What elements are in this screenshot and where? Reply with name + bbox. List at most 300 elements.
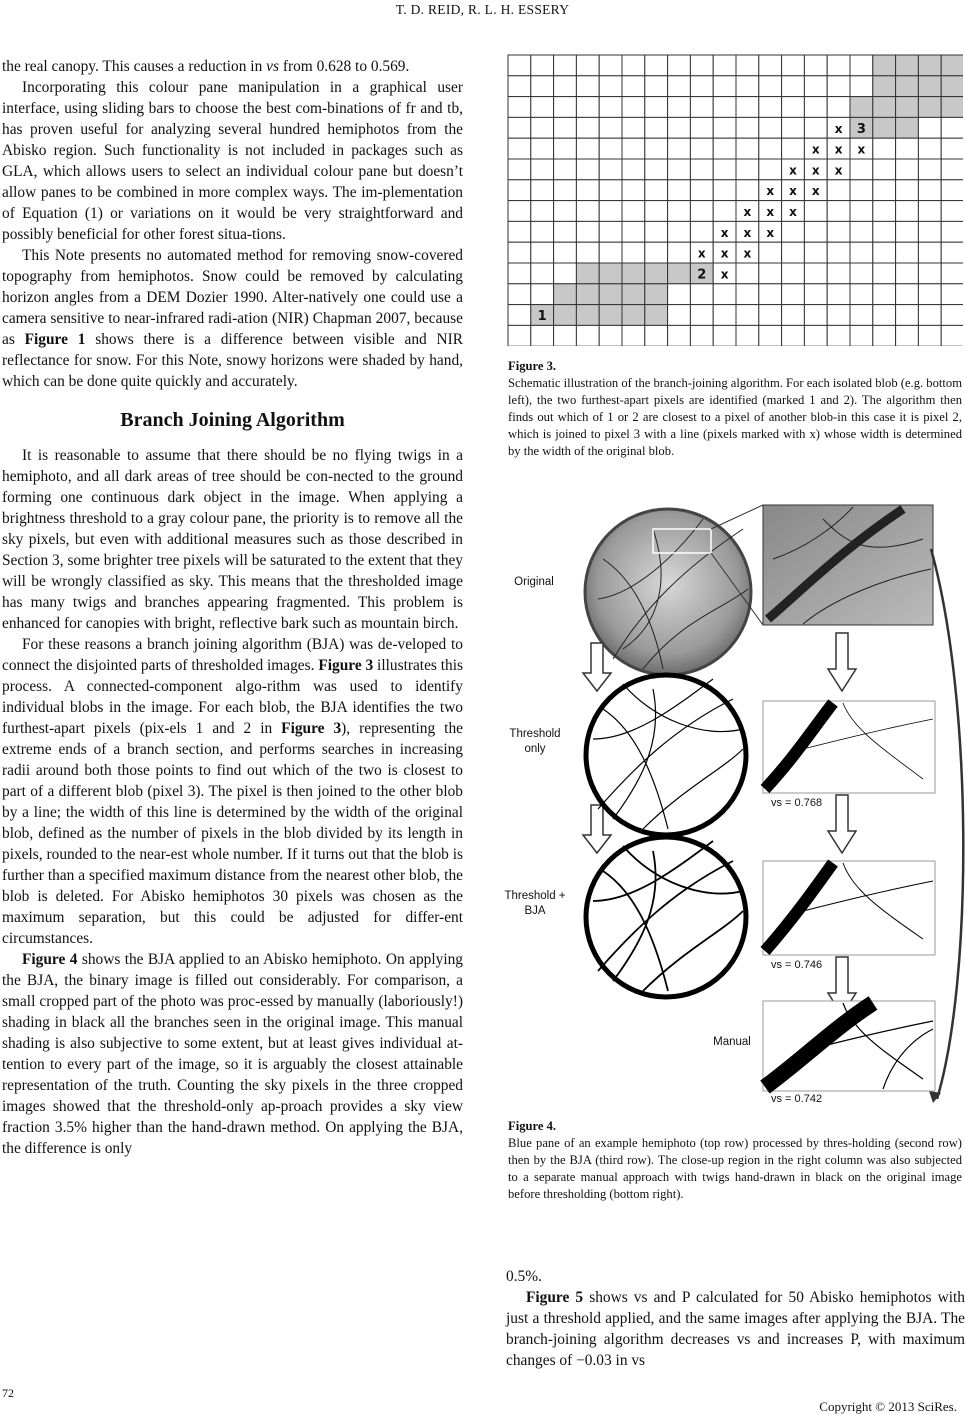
grid-cell [531,76,554,97]
grid-cell [508,221,531,242]
grid-cell [782,76,805,97]
joining-pixel-mark: x [720,225,729,240]
joining-pixel-mark: x [789,184,797,199]
grid-cell [622,201,645,222]
figure-4-graphic [503,499,965,1111]
grid-cell [896,97,919,118]
grid-cell [713,138,736,159]
grid-cell [690,180,713,201]
grid-cell [576,97,599,118]
grid-cell [576,242,599,263]
grid-cell [599,76,622,97]
grid-cell [554,221,577,242]
grid-cell [896,180,919,201]
grid-cell [576,221,599,242]
grid-cell [508,138,531,159]
joining-pixel-mark: x [743,205,752,219]
figure-3-text: Schematic illustration of the branch-joining algorithm. For each isolated blob (e.g. bottom left), the two furthest-apart pixels are identified (marked 1 and 2). The algorithm then finds out which of 1 or 2 are closest to a pixel of another blob-in this case it is pixel 2, which is joined to pixel 3 with a line (pixels marked with x) whose width is determined by the width of the original blob. [508,376,962,458]
vs-manual: vs = 0.742 [771,1093,823,1105]
grid-cell [827,305,850,326]
joining-pixel-mark: x [834,163,843,178]
grid-cell [873,201,896,222]
grid-cell [827,55,850,76]
grid-cell [759,305,782,326]
grid-cell [736,180,759,201]
grid-cell [599,180,622,201]
grid-cell [599,117,622,138]
grid-cell [645,284,668,305]
joining-pixel-mark: x [811,163,820,178]
grid-cell [508,325,531,346]
grid-cell [782,138,805,159]
grid-cell [804,76,827,97]
joining-pixel-mark: x [789,205,797,219]
grid-cell [645,117,668,138]
grid-cell [713,76,736,97]
grid-cell [736,305,759,326]
joining-pixel-mark: x [834,142,843,157]
grid-cell [622,55,645,76]
grid-cell [690,55,713,76]
grid-cell [896,55,919,76]
grid-cell [554,97,577,118]
grid-cell [736,117,759,138]
grid-cell [873,263,896,284]
grid-cell [736,76,759,97]
grid-cell [759,55,782,76]
grid-cell [713,201,736,222]
grid-cell [759,97,782,118]
joining-pixel-mark: x [720,246,729,261]
grid-cell [645,325,668,346]
grid-cell [896,138,919,159]
left-column [2,56,463,1159]
grid-cell [850,242,873,263]
grid-cell [508,180,531,201]
grid-cell [804,263,827,284]
grid-cell [645,242,668,263]
grid-cell [736,159,759,180]
grid-cell [896,284,919,305]
grid-cell [622,221,645,242]
grid-cell [645,221,668,242]
grid-cell [531,263,554,284]
grid-cell [622,284,645,305]
grid-cell [918,55,941,76]
grid-cell [941,242,963,263]
pixel-label-3: 3 [856,121,866,137]
grid-cell [918,201,941,222]
grid-cell [622,159,645,180]
grid-cell [622,305,645,326]
figure-3-ref[interactable]: Figure 3 [318,657,374,674]
grid-cell [782,263,805,284]
paragraph-fig4: Figure 4 shows the BJA applied to an Abisko hemiphoto. On applying the BJA, the binary image is filled out considerably. For comparison, a small cropped part of the photo was proc-essed by manually (laboriously!) shading in black all the branches seen in the original image. This manual shading is also subjective to some extent, but at least gives individual at-tention to every part of the image, so it is arguably the closest attainable representation of the truth. Counting the sky pixels in the three cropped images showed that the threshold-only ap-proach provides a sky view fraction 3.5% higher than the hand-drawn method. On applying the BJA, the difference is only [2,951,464,1157]
original-crop [763,505,933,625]
grid-cell [531,325,554,346]
grid-cell [713,159,736,180]
grid-cell [827,201,850,222]
grid-cell [918,305,941,326]
grid-cell [896,325,919,346]
grid-cell [941,263,963,284]
grid-cell [622,180,645,201]
grid-cell [736,325,759,346]
grid-cell [713,284,736,305]
grid-cell [759,242,782,263]
figure-4-ref[interactable]: Figure 4 [22,951,78,968]
grid-cell [554,159,577,180]
joining-pixel-mark: x [811,142,820,157]
grid-cell [508,284,531,305]
grid-cell [622,97,645,118]
joining-pixel-mark: x [766,184,775,199]
grid-cell [759,284,782,305]
grid-cell [713,325,736,346]
label-threshold-bja: Threshold + BJA [504,890,566,917]
grid-cell [531,201,554,222]
grid-cell [827,180,850,201]
grid-cell [918,159,941,180]
grid-cell [576,325,599,346]
grid-cell [554,138,577,159]
grid-cell [508,117,531,138]
grid-cell [736,138,759,159]
grid-cell [576,263,599,284]
joining-pixel-mark: x [811,184,820,199]
grid-cell [622,263,645,284]
grid-cell [850,263,873,284]
figure-3-caption [508,358,962,460]
grid-cell [554,201,577,222]
grid-cell [599,201,622,222]
grid-cell [759,263,782,284]
grid-cell [668,138,691,159]
grid-cell [827,263,850,284]
grid-cell [873,242,896,263]
joining-pixel-mark: x [834,121,843,136]
figure-4-title: Figure 4. [508,1119,557,1133]
grid-cell [599,97,622,118]
grid-cell [804,55,827,76]
joining-pixel-mark: x [789,163,797,178]
grid-cell [554,284,577,305]
grid-cell [896,76,919,97]
grid-cell [896,117,919,138]
grid-cell [918,138,941,159]
grid-cell [782,242,805,263]
grid-cell [531,138,554,159]
grid-cell [873,138,896,159]
grid-cell [554,180,577,201]
grid-cell [554,117,577,138]
grid-cell [941,305,963,326]
pixel-label-2: 2 [697,267,707,283]
grid-cell [531,97,554,118]
paragraph-bja: For these reasons a branch joining algorithm (BJA) was de-veloped to connect the disjointed parts of thresholded images. Figure 3 illustrates this process. A connected-component algo-rithm was used to identify individual blobs in the image. For each blob, the BJA identifies the two furthest-apart pixels (pix-els 1 and 2 in Figure 3), representing the extreme ends of a branch section, and performs searches in increasing radii around both those points to find out which of the two is closest to part of a different blob (pixel 3). The pixel is then joined to the other blob by a line; the width of this line is determined by the width of the original blob, defined as the number of pixels in the blob divided by its length in pixels, rounded to the near-est whole number. If it turns out that the blob is further than a specified maximum distance from the nearest other blob, the blob is deleted. For Abisko hemiphotos 30 pixels was chosen as the maximum separation, but this could be adjusted for differ-ent circumstances. [2,636,463,947]
grid-cell [554,55,577,76]
grid-cell [599,305,622,326]
grid-cell [668,159,691,180]
grid-cell [531,117,554,138]
joining-pixel-mark: x [743,225,752,240]
grid-cell [622,242,645,263]
grid-cell [941,284,963,305]
figure-3-ref-2[interactable]: Figure 3 [281,720,342,737]
figure-4-caption [508,1118,962,1203]
paragraph-continuation: the real canopy. This causes a reduction in vs from 0.628 to 0.569. [2,58,410,75]
grid-cell [645,97,668,118]
grid-cell [576,76,599,97]
page-number: 72 [2,1386,14,1400]
grid-cell [668,325,691,346]
grid-cell [554,263,577,284]
grid-cell [896,221,919,242]
grid-cell [645,180,668,201]
grid-cell [531,180,554,201]
grid-cell [759,325,782,346]
grid-cell [827,242,850,263]
grid-cell [873,221,896,242]
figure-1-ref[interactable]: Figure 1 [24,331,86,348]
grid-cell [713,117,736,138]
grid-cell [918,221,941,242]
grid-cell [804,97,827,118]
grid-cell [782,305,805,326]
grid-cell [941,138,963,159]
grid-cell [668,284,691,305]
grid-cell [508,159,531,180]
grid-cell [918,263,941,284]
grid-cell [941,97,963,118]
grid-cell [850,284,873,305]
grid-cell [827,97,850,118]
joining-pixel-mark: x [857,142,866,157]
grid-cell [668,221,691,242]
grid-cell [599,138,622,159]
grid-cell [576,55,599,76]
right-column-text [506,1266,965,1371]
grid-cell [531,284,554,305]
copyright: Copyright © 2013 SciRes. [819,1399,957,1414]
grid-cell [531,242,554,263]
label-original: Original [514,576,554,588]
grid-cell [690,325,713,346]
grid-cell [622,117,645,138]
bja-hemiphoto [586,837,746,997]
grid-cell [668,55,691,76]
grid-cell [736,97,759,118]
grid-cell [576,284,599,305]
grid-cell [850,305,873,326]
grid-cell [782,284,805,305]
grid-cell [645,76,668,97]
grid-cell [804,221,827,242]
grid-cell [668,97,691,118]
grid-cell [827,325,850,346]
grid-cell [804,284,827,305]
grid-cell [850,325,873,346]
grid-cell [576,138,599,159]
grid-cell [850,97,873,118]
joining-pixel-mark: x [766,205,775,219]
grid-cell [576,305,599,326]
grid-cell [941,180,963,201]
grid-cell [690,221,713,242]
grid-cell [850,76,873,97]
grid-cell [782,117,805,138]
grid-cell [850,180,873,201]
running-header: T. D. REID, R. L. H. ESSERY [395,2,570,17]
grid-cell [896,201,919,222]
grid-cell [668,242,691,263]
grid-cell [599,242,622,263]
figure-4-text: Blue pane of an example hemiphoto (top row) processed by thres-holding (second row) then by the BJA (third row). The close-up region in the right column was also subjected to a separate manual approach with twigs hand-drawn in black on the original image before thresholding (bottom right). [508,1136,962,1201]
grid-cell [782,55,805,76]
grid-cell [873,117,896,138]
grid-cell [554,76,577,97]
section-title: Branch Joining Algorithm [120,409,345,431]
label-manual: Manual [713,1036,751,1048]
grid-cell [531,221,554,242]
grid-cell [941,201,963,222]
grid-cell [804,201,827,222]
grid-cell [873,97,896,118]
grid-cell [782,97,805,118]
grid-cell [918,97,941,118]
grid-cell [918,325,941,346]
pixel-label-1: 1 [537,309,547,324]
grid-cell [690,201,713,222]
grid-cell [668,76,691,97]
grid-cell [668,305,691,326]
grid-cell [645,263,668,284]
grid-cell [645,159,668,180]
vs-threshold: vs = 0.768 [771,797,823,809]
grid-cell [759,76,782,97]
grid-cell [941,117,963,138]
grid-cell [690,138,713,159]
joining-pixel-mark: x [720,267,729,282]
grid-cell [918,76,941,97]
joining-pixel-mark: x [743,246,752,261]
grid-cell [873,55,896,76]
grid-cell [531,55,554,76]
grid-cell [804,117,827,138]
grid-cell [622,325,645,346]
grid-cell [873,325,896,346]
grid-cell [576,159,599,180]
grid-cell [690,117,713,138]
grid-cell [827,284,850,305]
grid-cell [713,97,736,118]
grid-cell [850,55,873,76]
figure-5-ref[interactable]: Figure 5 [526,1289,584,1306]
grid-cell [554,242,577,263]
grid-cell [804,242,827,263]
grid-cell [850,221,873,242]
grid-cell [782,325,805,346]
grid-cell [759,159,782,180]
grid-cell [827,221,850,242]
grid-cell [531,159,554,180]
grid-cell [713,305,736,326]
grid-cell [645,138,668,159]
grid-cell [645,305,668,326]
grid-cell [941,159,963,180]
grid-cell [576,201,599,222]
joining-pixel-mark: x [697,246,706,261]
grid-cell [508,305,531,326]
grid-cell [896,242,919,263]
grid-cell [918,284,941,305]
grid-cell [622,138,645,159]
grid-cell [508,263,531,284]
grid-cell [508,55,531,76]
grid-cell [918,242,941,263]
grid-cell [668,117,691,138]
grid-cell [713,180,736,201]
grid-cell [668,180,691,201]
grid-cell [599,221,622,242]
grid-cell [873,180,896,201]
grid-cell [896,263,919,284]
grid-cell [941,55,963,76]
grid-cell [804,305,827,326]
grid-cell [941,76,963,97]
grid-cell [645,55,668,76]
branch-joining-grid-figure [507,54,963,346]
figure-4 [503,499,965,1111]
grid-cell [690,284,713,305]
grid-cell [896,159,919,180]
grid-cell [599,159,622,180]
grid-cell [668,201,691,222]
grid-cell [599,284,622,305]
grid-cell [508,201,531,222]
grid-cell [918,117,941,138]
grid-cell [690,76,713,97]
joining-pixel-mark: x [766,225,775,240]
original-hemiphoto [585,509,751,675]
grid-cell [622,76,645,97]
grid-cell [804,325,827,346]
grid-cell [736,55,759,76]
grid-cell [873,305,896,326]
grid-cell [850,159,873,180]
grid-cell [896,305,919,326]
grid-cell [508,242,531,263]
grid-cell [690,305,713,326]
grid-cell [941,221,963,242]
grid-cell [576,117,599,138]
grid-cell [827,76,850,97]
grid-cell [873,284,896,305]
threshold-hemiphoto [586,675,746,835]
grid-cell [941,325,963,346]
grid-cell [873,159,896,180]
paragraph-snow: This Note presents no automated method for removing snow-covered topography from hemiphotos. Snow could be removed by calculating horizon angles from a DEM Dozier 1990. Alter-natively one could use a camera sensitive to near-infrared radi-ation (NIR) Chapman 2007, because as Figure 1 shows there is a difference between visible and NIR reflectance for snow. For this Note, snowy horizons were shaded by hand, which can be done quite quickly and accurately. [2,247,464,390]
figure-3-title: Figure 3. [508,359,557,373]
grid-cell [918,180,941,201]
grid-cell [599,263,622,284]
paragraph-twigs: It is reasonable to assume that there should be no flying twigs in a hemiphoto, and all dark areas of tree should be con-nected to the ground forming one continuous dark object in the image. When applying a brightness threshold to a gray colour pane, the priority is to remove all the sky pixels, but even with additional measures such as those described in Section 3, some brighter tree pixels will be saturated to the extent that they will be wrongly classified as sky. This means that the thresholded image has many twigs and branches appearing fragmented. This problem is enhanced for canopies with bright, reflective bark such as mountain birch. [2,447,463,632]
grid-cell [736,263,759,284]
vs-bja: vs = 0.746 [771,959,823,971]
label-threshold-only: Threshold only [509,728,561,755]
grid-cell [668,263,691,284]
grid-cell [599,55,622,76]
